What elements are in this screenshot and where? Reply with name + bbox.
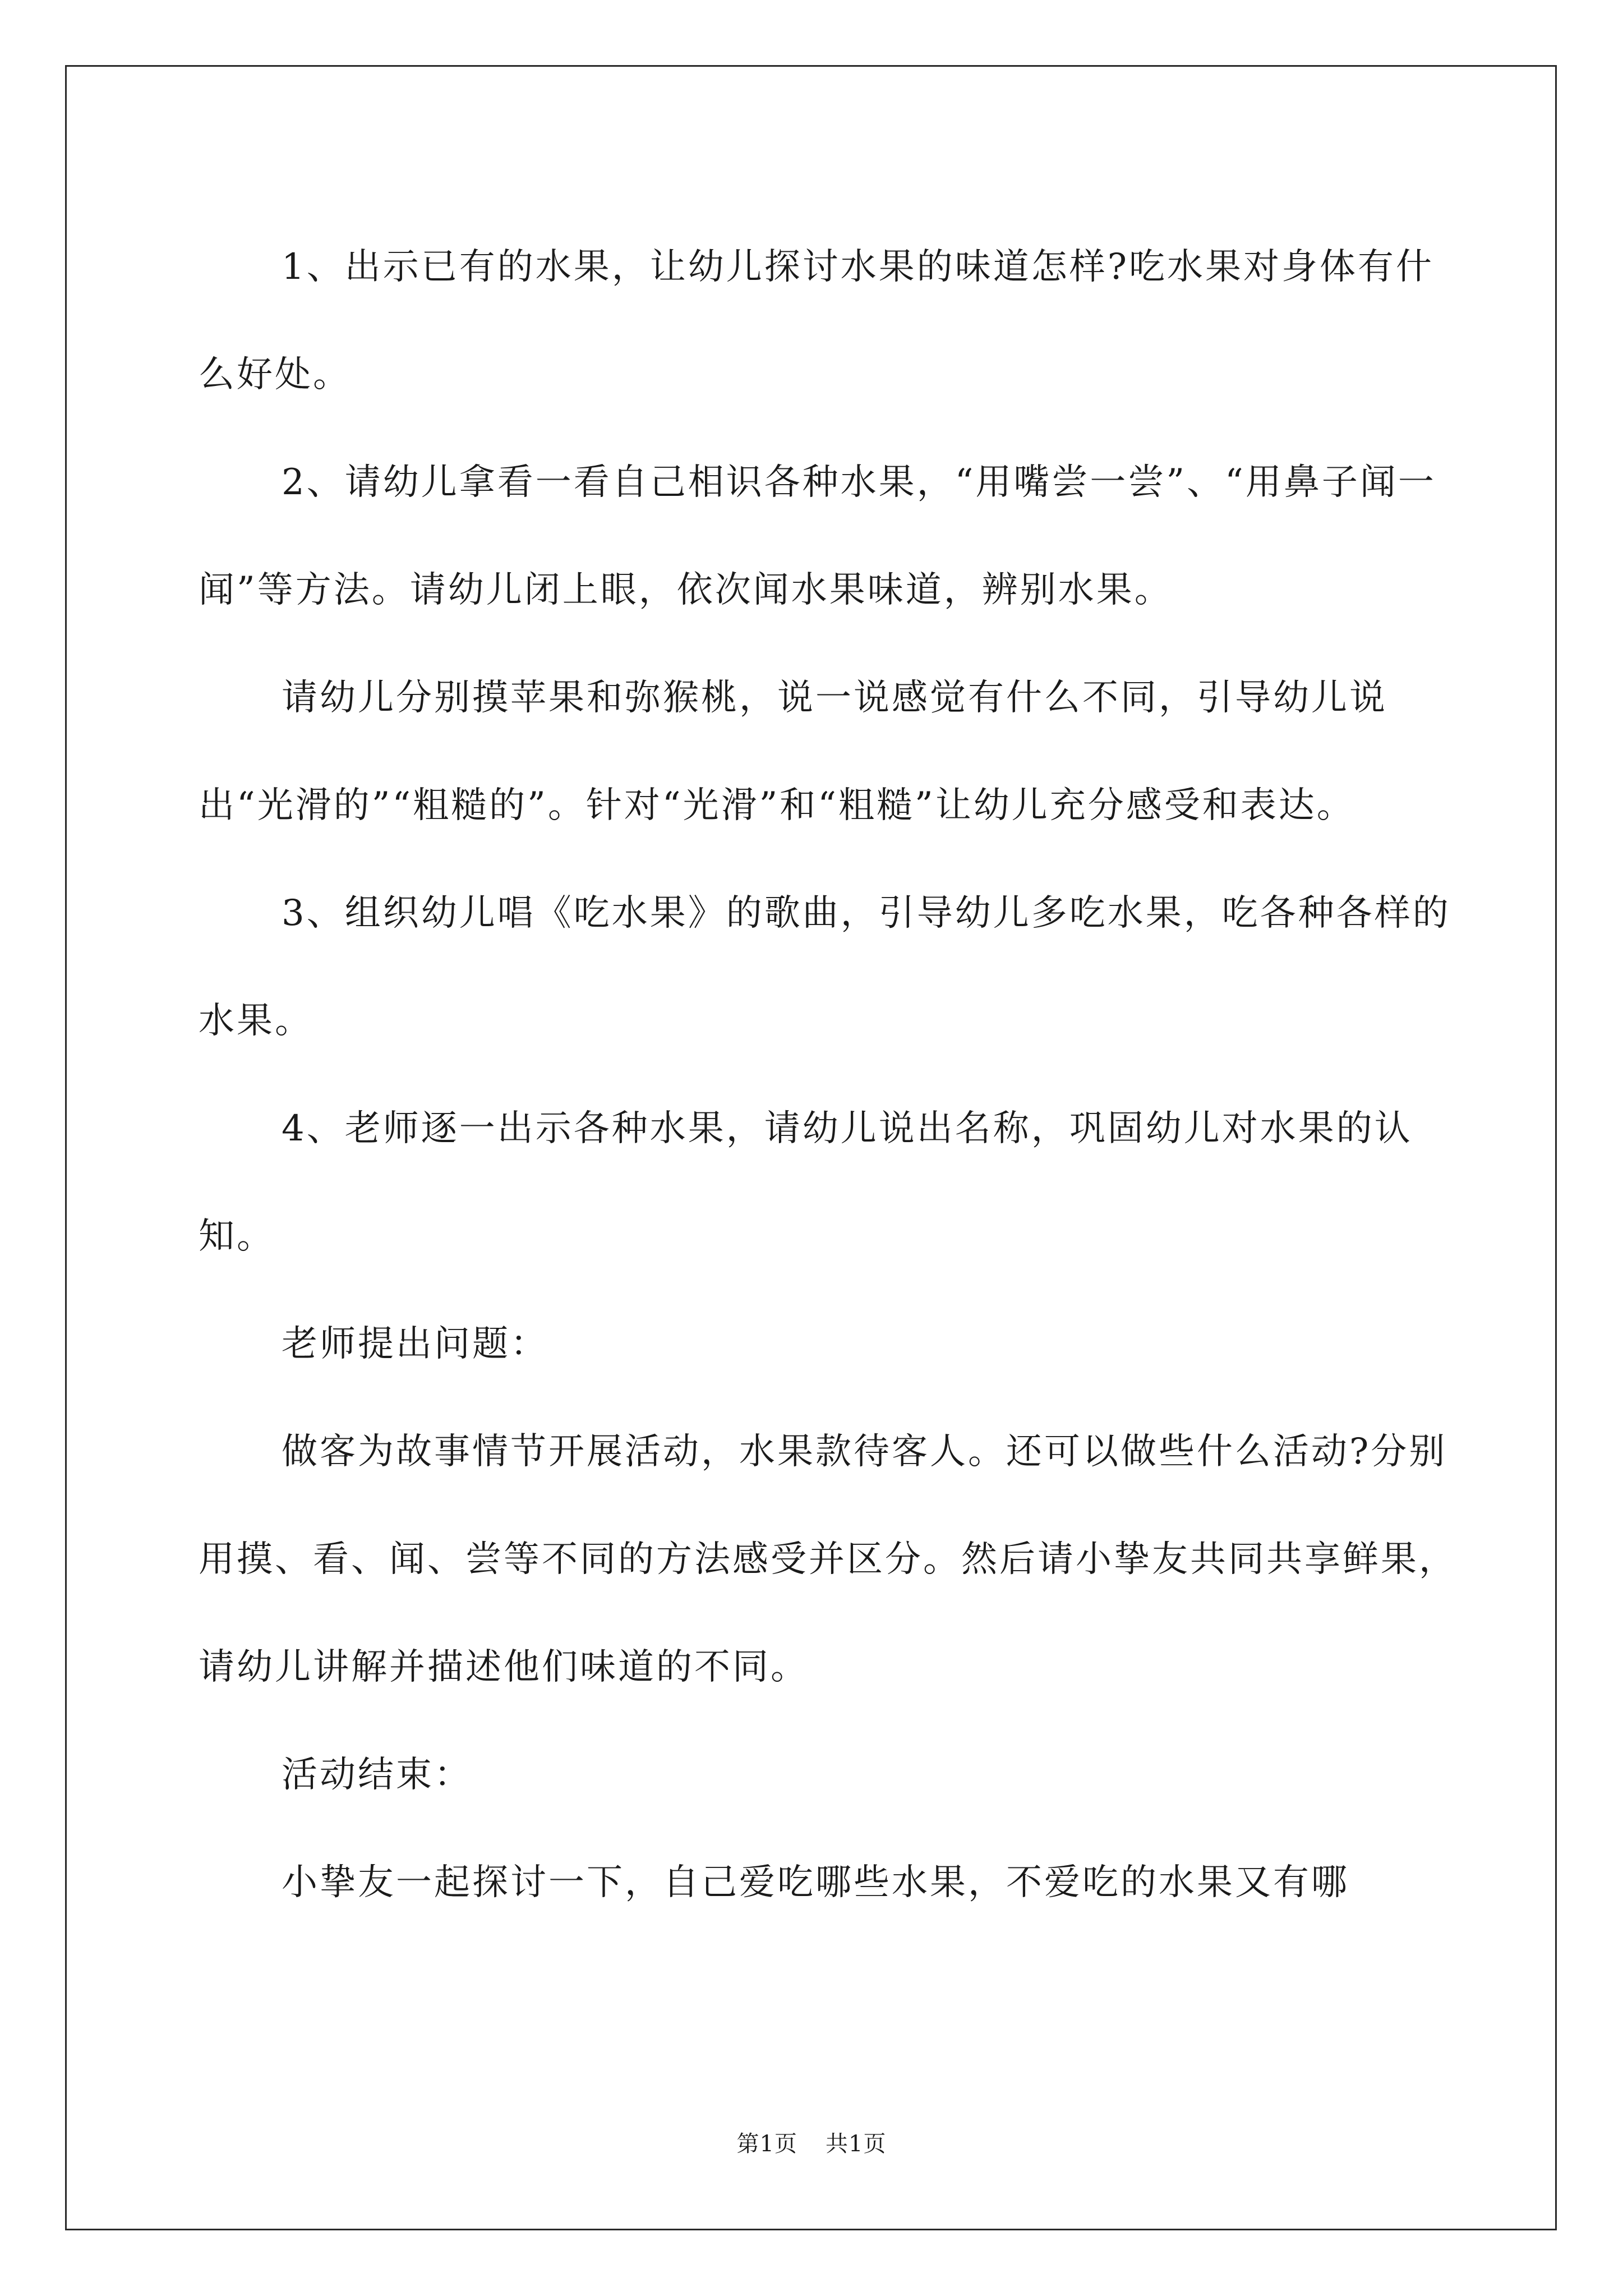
paragraph-discussion: 小挚友一起探讨一下，自己爱吃哪些水果，不爱吃的水果又有哪 (282, 1862, 1349, 1903)
paragraph-step-2: 2、请幼儿拿看一看自己相识各种水果，“用嘴尝一尝”、“用鼻子闻一闻”等方法。请幼儿闭上眼，依次闻水果味道，辨别水果。 (199, 462, 1436, 611)
heading-teacher-questions: 老师提出问题： (282, 1323, 548, 1365)
document-body (199, 213, 1466, 1936)
paragraph-touch: 请幼儿分别摸苹果和弥猴桃，说一说感觉有什么不同，引导幼儿说出“光滑的”“粗糙的”。针对“光滑”和“粗糙”让幼儿充分感受和表达。 (199, 677, 1387, 826)
page-number: 第1页 (736, 2131, 797, 2157)
page-total: 共1页 (826, 2131, 887, 2157)
paragraph-step-4: 4、老师逐一出示各种水果，请幼儿说出名称，巩固幼儿对水果的认知。 (199, 1108, 1413, 1257)
paragraph-step-3: 3、组织幼儿唱《吃水果》的歌曲，引导幼儿多吃水果，吃各种各样的水果。 (199, 892, 1451, 1042)
paragraph-step-1: 1、出示已有的水果，让幼儿探讨水果的味道怎样?吃水果对身体有什么好处。 (199, 246, 1435, 395)
heading-activity-end: 活动结束： (282, 1754, 472, 1796)
paragraph-guest-activity: 做客为故事情节开展活动，水果款待客人。还可以做些什么活动?分别用摸、看、闻、尝等不同的方法感受并区分。然后请小挚友共同共享鲜果，请幼儿讲解并描述他们味道的不同。 (199, 1431, 1457, 1688)
page-footer (0, 2126, 1623, 2158)
